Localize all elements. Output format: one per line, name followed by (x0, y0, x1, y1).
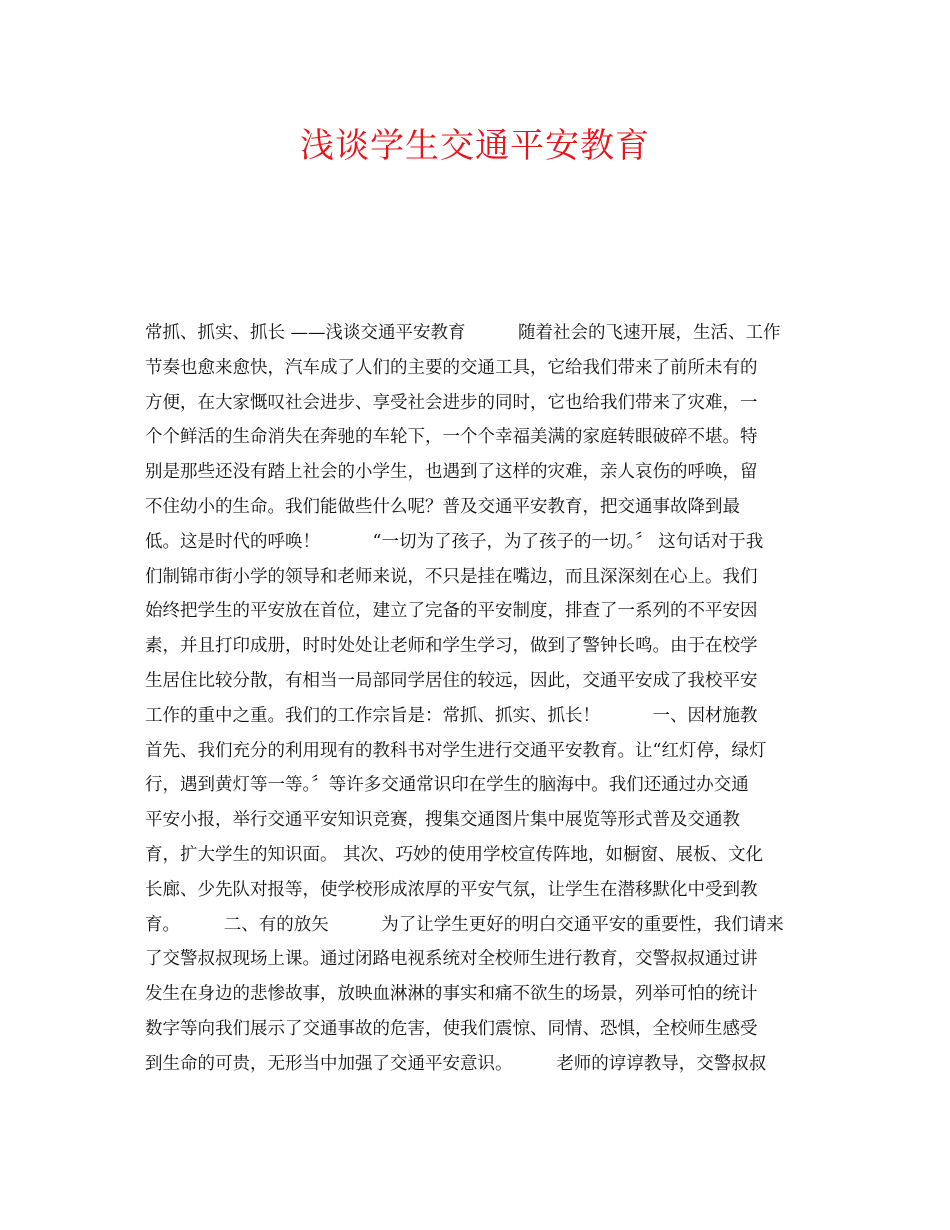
body-line: 工作的重中之重。我们的工作宗旨是：常抓、抓实、抓长！ 一、因材施教 (145, 705, 758, 726)
body-line: 始终把学生的平安放在首位，建立了完备的平安制度，排查了一系列的不平安因 (145, 601, 758, 622)
body-line: 数字等向我们展示了交通事故的危害，使我们震惊、同情、恐惧，全校师生感受 (145, 1018, 758, 1039)
document-title: 浅谈学生交通平安教育 (300, 126, 650, 166)
body-line: 个个鲜活的生命消失在奔驰的车轮下，一个个幸福美满的家庭转眼破碎不堪。特 (145, 427, 758, 448)
body-line: 到生命的可贵，无形当中加强了交通平安意识。 老师的谆谆教导，交警叔叔 (145, 1053, 767, 1074)
body-line: 常抓、抓实、抓长 ——浅谈交通平安教育 随着社会的飞速开展，生活、工作 (145, 323, 781, 343)
body-line: 首先、我们充分的利用现有的教科书对学生进行交通平安教育。让“红灯停，绿灯 (145, 740, 767, 761)
body-line: 育。 二、有的放矢 为了让学生更好的明白交通平安的重要性，我们请来 (145, 914, 784, 935)
body-line: 育，扩大学生的知识面。 其次、巧妙的使用学校宣传阵地，如橱窗、展板、文化 (145, 844, 764, 865)
body-line: 素，并且打印成册，时时处处让老师和学生学习，做到了警钟长鸣。由于在校学 (145, 636, 758, 657)
body-line: 长廊、少先队对报等，使学校形成浓厚的平安气氛，让学生在潜移默化中受到教 (145, 879, 758, 900)
body-line: 们制锦市街小学的领导和老师来说，不只是挂在嘴边，而且深深刻在心上。我们 (145, 566, 758, 587)
body-line: 节奏也愈来愈快，汽车成了人们的主要的交通工具，它给我们带来了前所未有的 (145, 357, 758, 378)
body-line: 别是那些还没有踏上社会的小学生，也遇到了这样的灾难，亲人哀伤的呼唤，留 (145, 462, 758, 483)
body-line: 发生在身边的悲惨故事，放映血淋淋的事实和痛不欲生的场景，列举可怕的统计 (145, 984, 758, 1005)
body-line: 行，遇到黄灯等一等。〞等许多交通常识印在学生的脑海中。我们还通过办交通 (145, 775, 749, 796)
body-line: 平安小报，举行交通平安知识竞赛，搜集交通图片集中展览等形式普及交通教 (145, 810, 740, 831)
body-line: 了交警叔叔现场上课。通过闭路电视系统对全校师生进行教育，交警叔叔通过讲 (145, 949, 758, 970)
body-line: 生居住比较分散，有相当一局部同学居住的较远，因此，交通平安成了我校平安 (145, 670, 758, 691)
body-line: 低。这是时代的呼唤！ “一切为了孩子，为了孩子的一切。〞 这句话对于我 (145, 531, 764, 552)
body-line: 不住幼小的生命。我们能做些什么呢？普及交通平安教育，把交通事故降到最 (145, 496, 740, 517)
document-body (145, 316, 825, 1082)
body-line: 方便，在大家慨叹社会进步、享受社会进步的同时，它也给我们带来了灾难，一 (145, 392, 758, 413)
